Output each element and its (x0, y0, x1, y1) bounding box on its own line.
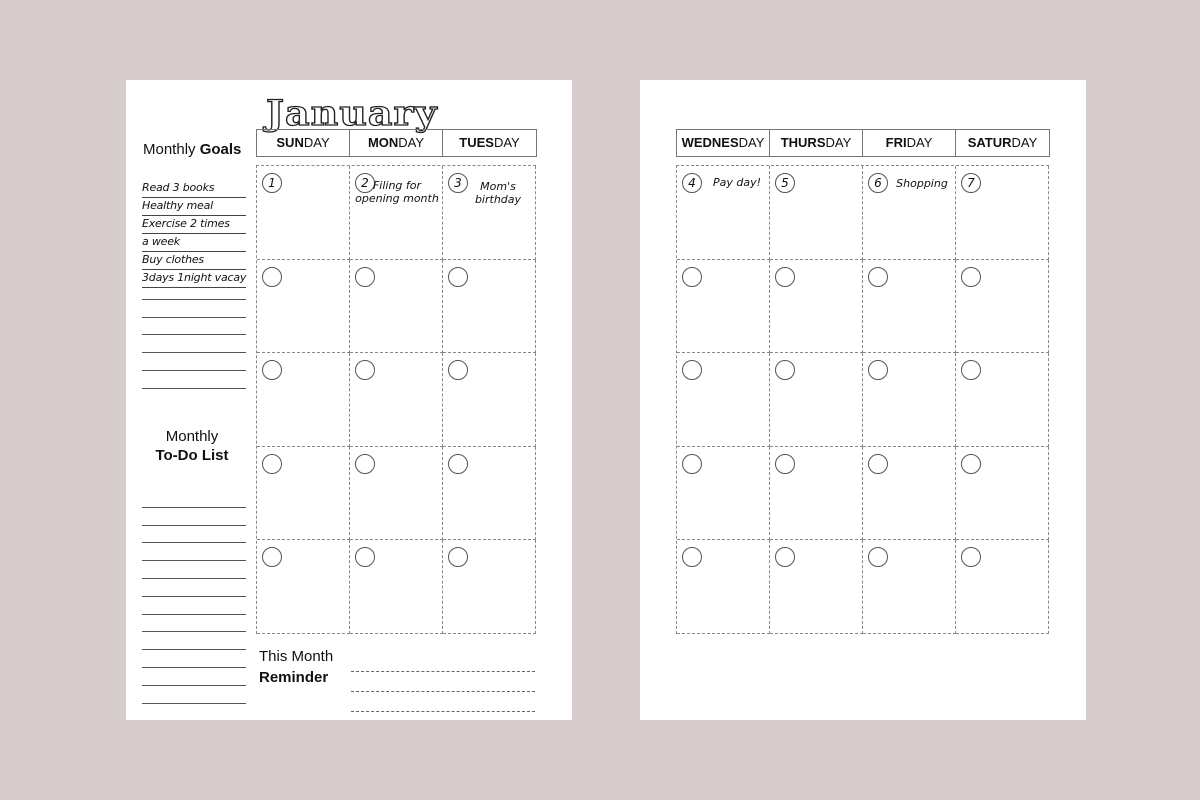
goal-item[interactable]: a week (142, 234, 246, 252)
day-cell[interactable] (956, 260, 1049, 354)
goal-item[interactable]: Healthy meal (142, 198, 246, 216)
reminder-line[interactable] (351, 692, 535, 712)
date-circle (682, 454, 702, 474)
weekday-thursday (770, 130, 863, 156)
weekday-friday-bold: FRI (885, 135, 907, 150)
date-circle: 6 (868, 173, 888, 193)
date-circle (355, 267, 375, 287)
day-cell[interactable] (257, 447, 350, 541)
weekday-monday (350, 130, 443, 156)
todo-line[interactable] (142, 597, 246, 615)
day-note: Pay day! (712, 176, 762, 189)
weekday-friday (863, 130, 956, 156)
reminder-line[interactable] (351, 652, 535, 672)
date-circle: 3 (448, 173, 468, 193)
day-cell[interactable] (863, 447, 956, 541)
day-cell[interactable] (443, 447, 536, 541)
day-cell[interactable] (863, 166, 956, 260)
day-cell[interactable] (863, 260, 956, 354)
date-circle: 4 (682, 173, 702, 193)
todo-line[interactable] (142, 526, 246, 544)
date-circle (448, 267, 468, 287)
date-circle: 1 (262, 173, 282, 193)
day-cell[interactable] (956, 447, 1049, 541)
date-circle: 5 (775, 173, 795, 193)
weekday-monday-rest: DAY (398, 135, 425, 150)
date-circle (682, 360, 702, 380)
date-circle (355, 360, 375, 380)
todo-line[interactable] (142, 490, 246, 508)
date-circle (448, 547, 468, 567)
monthly-goals-heading (143, 141, 241, 158)
date-circle (682, 267, 702, 287)
day-note: Mom's birthday (474, 180, 522, 206)
todo-line[interactable] (142, 650, 246, 668)
day-cell[interactable] (257, 260, 350, 354)
day-cell[interactable] (770, 166, 863, 260)
date-circle (961, 360, 981, 380)
date-circle (961, 267, 981, 287)
day-cell[interactable] (863, 353, 956, 447)
goal-blank-line[interactable] (142, 335, 246, 353)
todo-line[interactable] (142, 668, 246, 686)
date-circle (868, 454, 888, 474)
day-cell[interactable] (257, 540, 350, 634)
todo-line[interactable] (142, 686, 246, 704)
day-cell[interactable] (770, 353, 863, 447)
goal-item[interactable]: Read 3 books (142, 180, 246, 198)
reminder-lines (351, 652, 535, 712)
date-circle (868, 547, 888, 567)
goal-blank-line[interactable] (142, 318, 246, 336)
weekday-thursday-bold: THURS (780, 135, 826, 150)
todo-line[interactable] (142, 561, 246, 579)
weekday-thursday-rest: DAY (825, 135, 852, 150)
day-cell[interactable] (863, 540, 956, 634)
day-cell[interactable] (443, 540, 536, 634)
date-circle (262, 360, 282, 380)
date-circle (355, 547, 375, 567)
day-cell[interactable] (443, 260, 536, 354)
todo-label-bold: To-Do List (155, 447, 229, 464)
goal-blank-line[interactable] (142, 282, 246, 300)
right-planner-page (640, 80, 1086, 720)
calendar-grid-left (256, 165, 536, 634)
todo-line[interactable] (142, 615, 246, 633)
day-cell[interactable] (350, 260, 443, 354)
day-cell[interactable] (677, 447, 770, 541)
weekday-wednesday (677, 130, 770, 156)
todo-label-regular: Monthly (165, 428, 219, 445)
day-cell[interactable] (257, 166, 350, 260)
date-circle (262, 547, 282, 567)
day-cell[interactable] (956, 540, 1049, 634)
day-cell[interactable] (770, 260, 863, 354)
day-cell[interactable] (350, 540, 443, 634)
weekday-saturday-bold: SATUR (967, 135, 1012, 150)
day-cell[interactable] (677, 353, 770, 447)
date-circle (775, 360, 795, 380)
day-cell[interactable] (350, 447, 443, 541)
day-cell[interactable] (677, 166, 770, 260)
weekday-wednesday-bold: WEDNES (681, 135, 739, 150)
weekday-wednesday-rest: DAY (738, 135, 765, 150)
weekday-sunday (257, 130, 350, 156)
goal-blank-line[interactable] (142, 353, 246, 371)
date-circle (775, 547, 795, 567)
reminder-line[interactable] (351, 672, 535, 692)
weekday-header-right (676, 129, 1050, 157)
goal-blank-line[interactable] (142, 300, 246, 318)
day-cell[interactable] (677, 260, 770, 354)
day-cell[interactable] (677, 540, 770, 634)
date-circle (775, 267, 795, 287)
day-note: Shopping (896, 177, 948, 190)
todo-heading (137, 427, 247, 465)
weekday-saturday (956, 130, 1049, 156)
todo-line[interactable] (142, 579, 246, 597)
date-circle (448, 454, 468, 474)
month-title: January (266, 91, 438, 134)
weekday-tuesday-rest: DAY (493, 135, 520, 150)
todo-line[interactable] (142, 508, 246, 526)
day-cell[interactable] (443, 353, 536, 447)
reminder-label-bold: Reminder (259, 669, 329, 686)
day-cell[interactable] (443, 166, 536, 260)
weekday-saturday-rest: DAY (1011, 135, 1038, 150)
day-cell[interactable] (770, 540, 863, 634)
todo-line[interactable] (142, 543, 246, 561)
goal-blank-line[interactable] (142, 371, 246, 389)
monthly-goals-label-bold: Goals (199, 141, 242, 158)
weekday-sunday-bold: SUN (276, 135, 304, 150)
todo-lines (142, 490, 246, 704)
day-cell[interactable] (350, 166, 443, 260)
date-circle (961, 454, 981, 474)
date-circle (868, 360, 888, 380)
day-cell[interactable] (257, 353, 350, 447)
date-circle (262, 267, 282, 287)
date-circle (355, 454, 375, 474)
monthly-goals-list (142, 180, 246, 288)
date-circle (682, 547, 702, 567)
date-circle: 7 (961, 173, 981, 193)
goal-item[interactable]: Exercise 2 times (142, 216, 246, 234)
goal-item[interactable]: 3days 1night vacay (142, 270, 246, 288)
weekday-monday-bold: MON (367, 135, 399, 150)
reminder-label-regular: This Month (259, 648, 334, 665)
monthly-goals-label-regular: Monthly (143, 141, 200, 158)
date-circle (961, 547, 981, 567)
goal-item[interactable]: Buy clothes (142, 252, 246, 270)
date-circle: 2 (355, 173, 375, 193)
day-cell[interactable] (956, 353, 1049, 447)
weekday-tuesday-bold: TUES (459, 135, 494, 150)
todo-line[interactable] (142, 632, 246, 650)
weekday-tuesday (443, 130, 536, 156)
weekday-sunday-rest: DAY (303, 135, 330, 150)
date-circle (262, 454, 282, 474)
calendar-grid-right (676, 165, 1049, 634)
date-circle (868, 267, 888, 287)
goals-blank-lines (142, 282, 246, 389)
left-planner-page (126, 80, 572, 720)
weekday-header-left (256, 129, 537, 157)
day-note: Filing for opening month (355, 179, 439, 205)
reminder-heading (259, 646, 333, 688)
date-circle (448, 360, 468, 380)
day-cell[interactable] (350, 353, 443, 447)
date-circle (775, 454, 795, 474)
weekday-friday-rest: DAY (906, 135, 933, 150)
day-cell[interactable] (956, 166, 1049, 260)
day-cell[interactable] (770, 447, 863, 541)
